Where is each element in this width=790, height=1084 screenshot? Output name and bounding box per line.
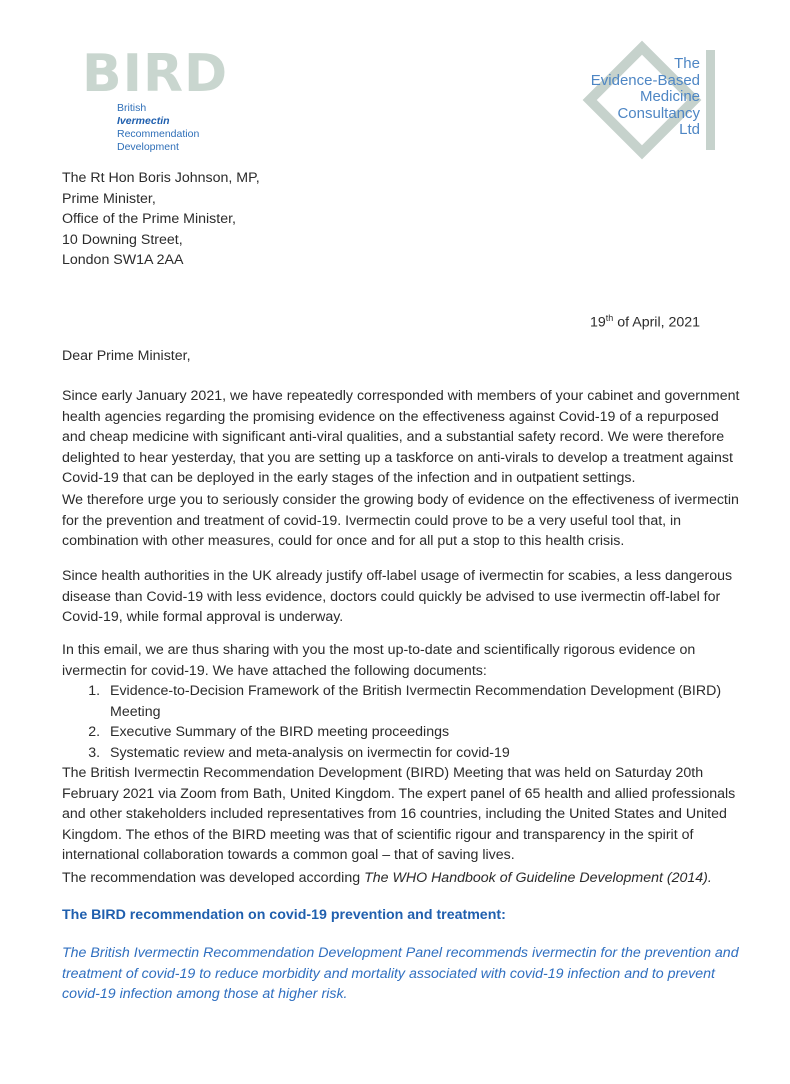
paragraph-4 [62, 640, 742, 763]
paragraph-6-prefix: The recommendation was developed according [62, 870, 365, 886]
ebm-line: Consultancy [617, 104, 700, 122]
recommendation-text: The British Ivermectin Recommendation Development Panel recommends ivermectin for the prevention and treatment of covid-19 to reduce morbidity and mortality associated with covid-19 infection and to prevent covid-19 infection among those at higher risk. [62, 945, 739, 1002]
date-day: 19 [590, 314, 606, 331]
ebm-logo-text [591, 56, 700, 139]
address-line: The Rt Hon Boris Johnson, MP, [62, 170, 260, 186]
letter-date [590, 313, 700, 331]
bird-line-british: British [117, 102, 147, 114]
attachment-item: 1. Evidence-to-Decision Framework of the British Ivermectin Recommendation Development (BIRD) Meeting [104, 681, 742, 722]
date-suffix: th [605, 313, 614, 323]
paragraph-1: Since early January 2021, we have repeatedly corresponded with members of your cabinet and government health agencies regarding the promising evidence on the effectiveness against Covid-19 of a repurposed and cheap medicine with significant anti-viral qualities, and a substantial safety record. We were therefore delighted to hear yesterday, that you are setting up a taskforce on anti-virals to develop a treatment against Covid-19 that can be deployed in the early stages of the infection and in outpatient settings. [62, 388, 740, 486]
bird-line-development: Development [117, 141, 179, 153]
paragraph-3: Since health authorities in the UK already justify off-label usage of ivermectin for scabies, a less dangerous disease than Covid-19 with less evidence, doctors could quickly be advised to use ivermectin off-label for Covid-19, while formal approval is underway. [62, 568, 733, 625]
ebm-line: Ltd [679, 121, 700, 138]
recipient-address [62, 168, 742, 271]
address-line: Prime Minister, [62, 190, 156, 207]
date-rest: of April, 2021 [613, 314, 701, 331]
salutation: Dear Prime Minister, [62, 348, 191, 364]
who-handbook-title: The WHO Handbook of Guideline Development (2014). [364, 870, 712, 886]
paragraph-5: The British Ivermectin Recommendation Development (BIRD) Meeting that was held on Saturday 20th February 2021 via Zoom from Bath, United Kingdom. The expert panel of 65 health and allied professionals and other stakeholders included representatives from 16 countries, including the United States and United Kingdom. The ethos of the BIRD meeting was that of scientific rigour and transparency in the spirit of international collaboration towards a common goal – that of saving lives. [62, 765, 736, 863]
ebm-line: Medicine [639, 88, 700, 105]
address-line: Office of the Prime Minister, [62, 211, 236, 227]
bird-wordmark: BIRD [82, 44, 229, 104]
paragraph-4-text: In this email, we are thus sharing with you the most up-to-date and scientifically rigorous evidence on ivermectin for covid-19. We have attached the following documents: [62, 642, 696, 679]
address-line: London SW1A 2AA [62, 252, 184, 268]
bird-logo [82, 44, 229, 153]
paragraph-2: We therefore urge you to seriously consider the growing body of evidence on the effectiveness of ivermectin for the prevention and treatment of covid-19. Ivermectin could prove to be a very useful tool that, in combination with other measures, could for once and for all put a stop to this health crisis. [62, 492, 739, 549]
attachments-list [62, 681, 742, 763]
vertical-bar-decoration [706, 50, 715, 150]
ebm-consultancy-logo [580, 44, 740, 154]
paragraph-6 [62, 868, 742, 889]
bird-subtitle [117, 102, 199, 154]
address-line: 10 Downing Street, [62, 231, 183, 248]
recommendation-heading: The BIRD recommendation on covid-19 prevention and treatment: [62, 907, 506, 923]
bird-line-ivermectin: Ivermectin [117, 115, 170, 127]
ebm-line: The [674, 55, 700, 72]
attachment-item: 3. Systematic review and meta-analysis on ivermectin for covid-19 [104, 743, 742, 764]
attachment-item: 2. Executive Summary of the BIRD meeting proceedings [104, 722, 742, 743]
bird-line-recommendation: Recommendation [117, 128, 200, 140]
ebm-line: Evidence-Based [590, 71, 700, 89]
